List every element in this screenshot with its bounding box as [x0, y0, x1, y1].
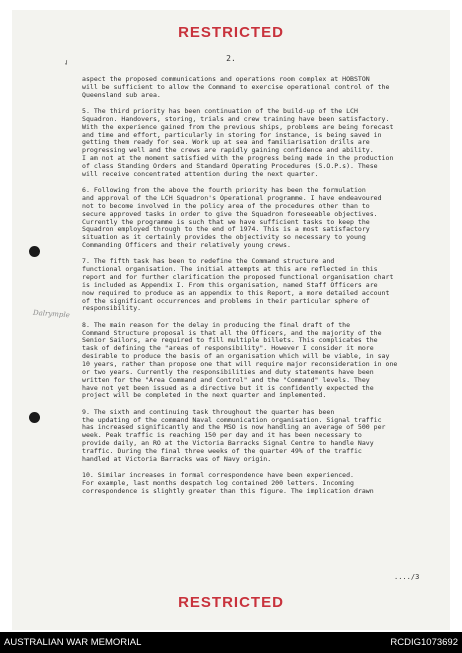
paragraph-6: 6. Following from the above the fourth priority has been the formulation and approval of the LCH Squadron's Operational programme. I have endeavoured not to become involved in the policy area of the procedures other than to secure approved tasks in order to give the Squadron foreseeable objectives. Currently the programme is such that we have sufficient tasks to keep the Squadron employed through to the end of 1974. This is a most satisfactory situation as it certainly provides the objectivity so necessary to young Commanding Officers and their relatively young crews.: [82, 186, 382, 250]
document-page: [12, 10, 450, 630]
archive-footer: [0, 632, 462, 653]
pencil-tick-mark: ✓: [62, 57, 71, 68]
footer-record-id: RCDIG1073692: [390, 637, 458, 648]
footer-institution: AUSTRALIAN WAR MEMORIAL: [4, 637, 142, 648]
handwritten-margin-note: Dalrymple: [32, 308, 71, 320]
restricted-stamp-bottom: RESTRICTED: [178, 594, 284, 611]
punch-hole-icon: [29, 246, 40, 257]
restricted-stamp-top: RESTRICTED: [178, 24, 284, 41]
page-continuation: ..../3: [394, 573, 420, 581]
paragraph-continuation: aspect the proposed communications and operations room complex at HOBSTON will be sufficient to allow the Command to exercise operational control of the Queensland sub area.: [82, 75, 390, 99]
paragraph-5: 5. The third priority has been continuation of the build-up of the LCH Squadron. Handovers, storing, trials and crew training have been satisfactory. With the experience gained from the previous ships, problems are being forecast and time and effort, particularly in storing for instance, is being saved in getting them ready for sea. Work up at sea and familiarisation drills are progressing well and the crews are rapidly gaining confidence and ability. I am not at the moment satisfied with the progress being made in the production of class Standing Orders and Standard Operating Procedures (S.O.P.s). These will receive concentrated attention during the next quarter.: [82, 107, 394, 178]
paragraph-8: 8. The main reason for the delay in producing the final draft of the Command Structure proposal is that all the Officers, and the majority of the Senior Sailors, are required to fill multiple billets. This complicates the task of defining the "areas of responsibility". However I consider it more desirable to produce the basis of an organisation which will be viable, in say 10 years, rather than propose one that will require major reconsideration in one or two years. Currently the responsibilities and duty statements have been written for the "Area Command and Control" and the "Command" levels. They have not yet been issued as a directive but it is confidently expected the project will be completed in the next quarter and implemented.: [82, 320, 398, 400]
paragraph-7: 7. The fifth task has been to redefine the Command structure and functional organisation. The initial attempts at this are reflected in this report and for further clarification the proposed functional organisation chart is included as Appendix I. From this organisation, named Staff Officers are now required to produce as an appendix to this Report, a more detailed account of the significant occurrences and problems in their particular sphere of responsibility.: [82, 257, 394, 313]
punch-hole-icon: [29, 412, 40, 423]
paragraph-10: 10. Similar increases in formal correspondence have been experienced. For example, last months despatch log contained 200 letters. Incoming correspondence is slightly greater than this figure. The implication drawn: [82, 471, 374, 495]
paragraph-9: 9. The sixth and continuing task throughout the quarter has been the updating of the command Naval communication organisation. Signal traffic has increased significantly and the MSO is now handling an average of 500 per week. Peak traffic is reaching 150 per day and it has been necessary to provide daily, an RO at the Victoria Barracks Signal Centre to handle Navy traffic. During the final three weeks of the quarter 49% of the traffic handled at Victoria Barracks was of Navy origin.: [82, 407, 386, 463]
page-number: 2.: [226, 54, 236, 63]
document-body: [82, 76, 434, 504]
